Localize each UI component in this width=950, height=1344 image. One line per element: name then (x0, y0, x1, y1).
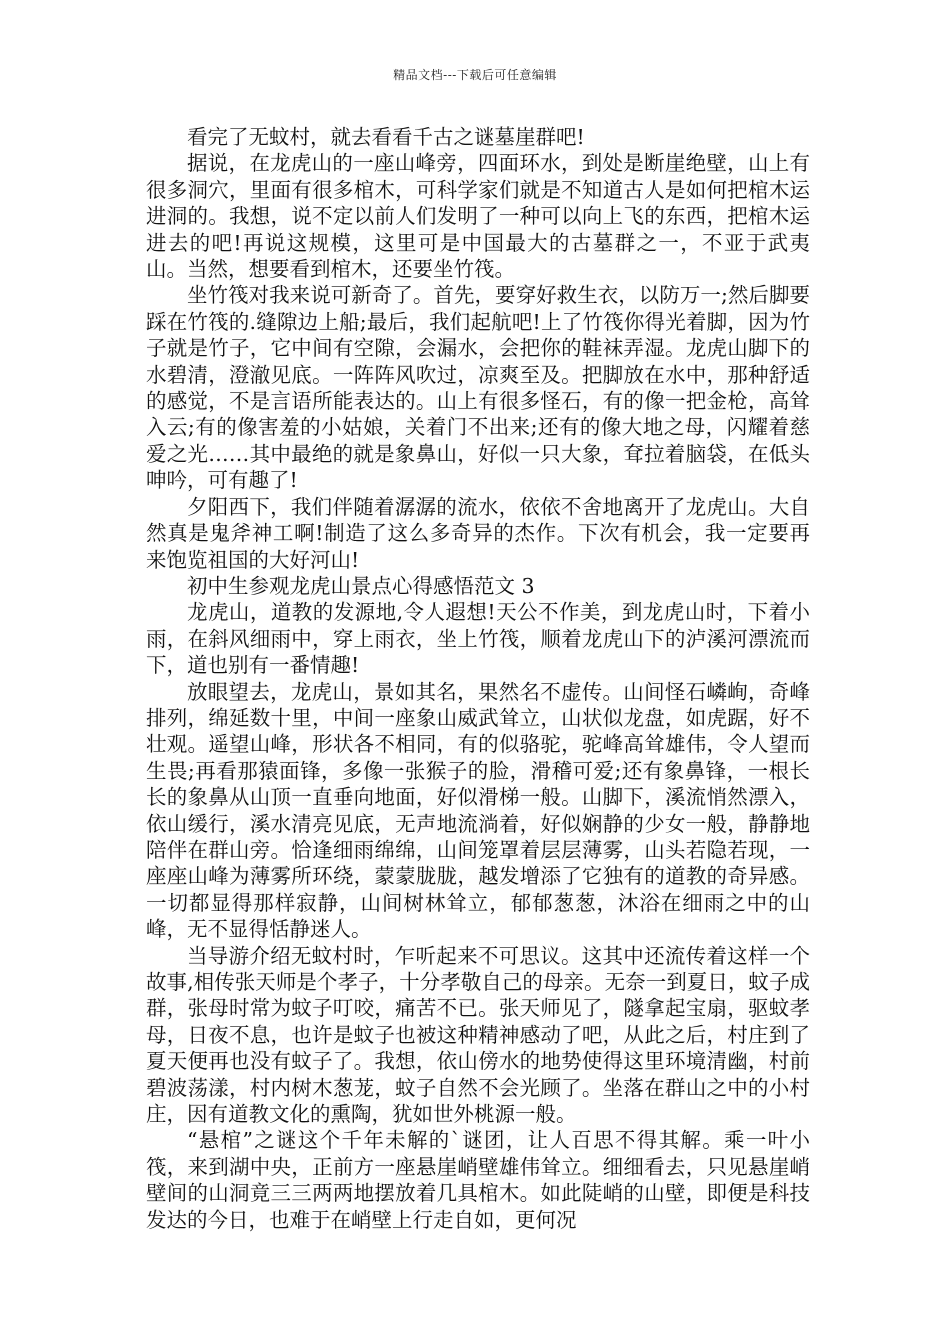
paragraph: 放眼望去，龙虎山，景如其名，果然名不虚传。山间怪石嶙峋，奇峰排列，绵延数十里，中间一座象山威武耸立，山状似龙盘，如虎踞，好不壮观。遥望山峰，形状各不相同，有的似骆驼，驼峰高耸雄伟，令人望而生畏;再看那猿面锋，多像一张猴子的脸，滑稽可爱;还有象鼻锋，一根长长的象鼻从山顶一直垂向地面，好似滑梯一般。山脚下，溪流悄然漂入，依山缓行，溪水清亮见底，无声地流淌着，好似娴静的少女一般，静静地陪伴在群山旁。恰逢细雨绵绵，山间笼罩着层层薄雾，山头若隐若现，一座座山峰为薄雾所环绕，蒙蒙胧胧，越发增添了它独有的道教的奇异感。一切都显得那样寂静，山间树林耸立，郁郁葱葱，沐浴在细雨之中的山峰，无不显得恬静迷人。 (146, 679, 810, 942)
section-heading: 初中生参观龙虎山景点心得感悟范文 3 (187, 573, 535, 598)
paragraph: 龙虎山，道教的发源地,令人遐想!天公不作美，到龙虎山时，下着小雨，在斜风细雨中，穿上雨衣，坐上竹筏，顺着龙虎山下的泸溪河漂流而下，道也别有一番情趣! (146, 600, 810, 678)
document-body (146, 124, 810, 1233)
paragraph: “悬棺”之谜这个千年未解的`谜团，让人百思不得其解。乘一叶小筏，来到湖中央，正前方一座悬崖峭壁雄伟耸立。细细看去，只见悬崖峭壁间的山洞竟三三两两地摆放着几具棺木。如此陡峭的山壁，即便是科技发达的今日，也难于在峭壁上行走自如，更何况 (146, 1128, 810, 1232)
paragraph: 夕阳西下，我们伴随着潺潺的流水，依依不舍地离开了龙虎山。大自然真是鬼斧神工啊!制造了这么多奇异的杰作。下次有机会，我一定要再来饱览祖国的大好河山! (146, 494, 810, 572)
paragraph: 当导游介绍无蚊村时，乍听起来不可思议。这其中还流传着这样一个故事,相传张天师是个孝子，十分孝敬自己的母亲。无奈一到夏日，蚊子成群，张母时常为蚊子叮咬，痛苦不已。张天师见了，隧拿起宝扇，驱蚊孝母，日夜不息，也许是蚊子也被这种精神感动了吧，从此之后，村庄到了夏天便再也没有蚊子了。我想，依山傍水的地势使得这里环境清幽，村前碧波荡漾，村内树木葱茏，蚊子自然不会光顾了。坐落在群山之中的小村庄，因有道教文化的熏陶，犹如世外桃源一般。 (146, 943, 810, 1127)
paragraph: 看完了无蚊村，就去看看千古之谜墓崖群吧! (187, 125, 585, 149)
page-header: 精品文档---下载后可任意编辑 (393, 68, 557, 82)
paragraph: 坐竹筏对我来说可新奇了。首先，要穿好救生衣，以防万一;然后脚要踩在竹筏的.缝隙边上船;最后，我们起航吧!上了竹筏你得光着脚，因为竹子就是竹子，它中间有空隙，会漏水，会把你的鞋袜弄湿。龙虎山脚下的水碧清，澄澈见底。一阵阵风吹过，凉爽至及。把脚放在水中，那种舒适的感觉，不是言语所能表达的。山上有很多怪石，有的像一把金枪，高耸入云;有的像害羞的小姑娘，关着门不出来;还有的像大地之母，闪耀着慈爱之光……其中最绝的就是象鼻山，好似一只大象，耷拉着脑袋，在低头呻吟，可有趣了! (146, 283, 810, 493)
paragraph: 据说，在龙虎山的一座山峰旁，四面环水，到处是断崖绝壁，山上有很多洞穴，里面有很多棺木，可科学家们就是不知道古人是如何把棺木运进洞的。我想，说不定以前人们发明了一种可以向上飞的东西，把棺木运进去的吧!再说这规模，这里可是中国最大的古墓群之一，不亚于武夷山。当然，想要看到棺木，还要坐竹筏。 (146, 151, 810, 282)
